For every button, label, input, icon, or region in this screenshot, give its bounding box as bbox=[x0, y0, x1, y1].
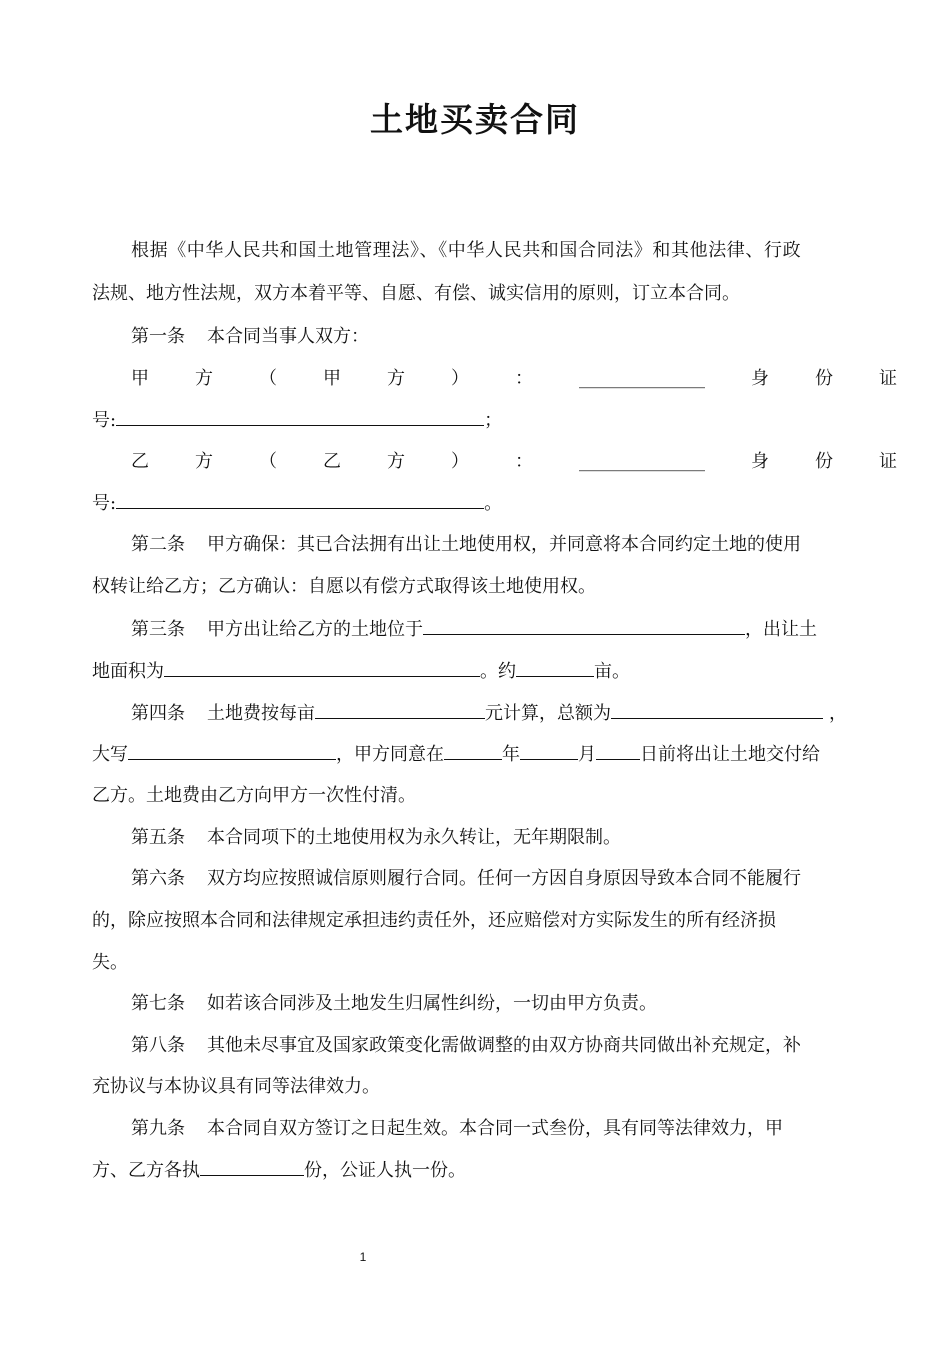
party-b-id-label: 号: bbox=[92, 493, 117, 514]
article-2-heading: 第二条 bbox=[131, 534, 185, 555]
article-2-text: 甲方确保：其已合法拥有出让土地使用权，并同意将本合同约定土地的使用 bbox=[207, 534, 801, 555]
party-a-char: 身 bbox=[751, 368, 769, 389]
article-9-text: 份，公证人执一份。 bbox=[304, 1160, 466, 1181]
article-4-text: 年 bbox=[502, 744, 520, 765]
party-a-name-blank: ______________ bbox=[579, 368, 705, 389]
article-3-line-1 bbox=[92, 616, 897, 643]
party-b-char: 乙 bbox=[323, 451, 341, 472]
party-b-char: 方 bbox=[195, 451, 213, 472]
article-6-line-1 bbox=[92, 866, 897, 892]
party-b-char: 乙 bbox=[131, 451, 149, 472]
article-1-text: 本合同当事人双方： bbox=[207, 326, 369, 347]
article-1 bbox=[92, 324, 897, 350]
article-2-line-1 bbox=[92, 532, 897, 558]
article-4-text: 土地费按每亩 bbox=[207, 703, 315, 724]
party-a-char: 甲 bbox=[131, 368, 149, 389]
article-2-line-2: 权转让给乙方；乙方确认：自愿以有偿方式取得该土地使用权。 bbox=[92, 576, 596, 597]
year-blank bbox=[444, 741, 502, 760]
party-a-char: ） bbox=[451, 368, 469, 389]
article-4-line-1 bbox=[92, 700, 897, 727]
copies-blank bbox=[200, 1157, 304, 1176]
article-6-text: 双方均应按照诚信原则履行合同。任何一方因自身原因导致本合同不能履行 bbox=[207, 868, 801, 889]
party-b-id-end: 。 bbox=[484, 493, 503, 514]
party-a-char: 甲 bbox=[323, 368, 341, 389]
article-7-text: 如若该合同涉及土地发生归属性纠纷，一切由甲方负责。 bbox=[207, 993, 657, 1014]
article-8-line-1 bbox=[92, 1033, 897, 1059]
party-b-char: 身 bbox=[751, 451, 769, 472]
party-b-char: （ bbox=[259, 451, 277, 472]
article-4-text: ，甲方同意在 bbox=[336, 744, 444, 765]
party-b-line bbox=[92, 449, 897, 475]
party-b-char: 方 bbox=[387, 451, 405, 472]
party-a-id-line bbox=[92, 407, 858, 434]
article-6-heading: 第六条 bbox=[131, 868, 185, 889]
article-5-heading: 第五条 bbox=[131, 827, 185, 848]
party-a-char: （ bbox=[259, 368, 277, 389]
party-b-name-blank: ______________ bbox=[579, 451, 705, 472]
day-blank bbox=[596, 741, 640, 760]
article-4-text: 元计算，总额为 bbox=[485, 703, 611, 724]
party-a-line bbox=[92, 366, 897, 392]
price-per-mu-blank bbox=[315, 700, 485, 719]
article-3-text: ，出让土 bbox=[745, 619, 817, 640]
article-8-text: 其他未尽事宜及国家政策变化需做调整的由双方协商共同做出补充规定，补 bbox=[207, 1035, 801, 1056]
article-4-text: 月 bbox=[578, 744, 596, 765]
amount-in-words-blank bbox=[128, 741, 336, 760]
article-9-text: 本合同自双方签订之日起生效。本合同一式叁份，具有同等法律效力，甲 bbox=[207, 1118, 783, 1139]
land-mu-blank bbox=[516, 658, 594, 677]
party-a-char: 证 bbox=[879, 368, 897, 389]
page-number: 1 bbox=[359, 1250, 367, 1264]
party-b-char: ： bbox=[515, 451, 533, 472]
article-8-heading: 第八条 bbox=[131, 1035, 185, 1056]
party-a-id-blank bbox=[116, 407, 484, 426]
preamble-line-1: 根据《中华人民共和国土地管理法》、《中华人民共和国合同法》和其他法律、行政 bbox=[131, 240, 802, 261]
document-title: 土地买卖合同 bbox=[370, 100, 580, 139]
article-4-heading: 第四条 bbox=[131, 703, 185, 724]
party-a-char: 份 bbox=[815, 368, 833, 389]
party-a-char: 方 bbox=[195, 368, 213, 389]
article-9-line-2 bbox=[92, 1157, 858, 1184]
land-location-blank bbox=[423, 616, 745, 635]
article-8-line-2: 充协议与本协议具有同等法律效力。 bbox=[92, 1076, 380, 1097]
article-4-line-2 bbox=[92, 741, 858, 768]
article-9-heading: 第九条 bbox=[131, 1118, 185, 1139]
party-a-id-label: 号: bbox=[92, 410, 117, 431]
article-3-text: 地面积为 bbox=[92, 661, 164, 682]
article-9-line-1 bbox=[92, 1116, 897, 1142]
party-b-id-line bbox=[92, 490, 858, 517]
party-b-char: 份 bbox=[815, 451, 833, 472]
article-6-line-2: 的，除应按照本合同和法律规定承担违约责任外，还应赔偿对方实际发生的所有经济损 bbox=[92, 910, 776, 931]
article-5-text: 本合同项下的土地使用权为永久转让，无年期限制。 bbox=[207, 827, 621, 848]
preamble-line-2: 法规、地方性法规，双方本着平等、自愿、有偿、诚实信用的原则，订立本合同。 bbox=[92, 283, 740, 304]
article-3-line-2 bbox=[92, 658, 858, 685]
article-4-text: ， bbox=[829, 703, 847, 724]
party-a-char: 方 bbox=[387, 368, 405, 389]
article-9-text: 方、乙方各执 bbox=[92, 1160, 200, 1181]
article-3-text: 亩。 bbox=[594, 661, 630, 682]
article-3-text: 甲方出让给乙方的土地位于 bbox=[207, 619, 423, 640]
article-1-heading: 第一条 bbox=[131, 326, 185, 347]
party-a-char: ： bbox=[515, 368, 533, 389]
land-area-blank bbox=[164, 658, 480, 677]
total-amount-blank bbox=[611, 700, 823, 719]
party-b-char: ） bbox=[451, 451, 469, 472]
article-7 bbox=[92, 991, 897, 1017]
article-7-heading: 第七条 bbox=[131, 993, 185, 1014]
article-4-line-3: 乙方。土地费由乙方向甲方一次性付清。 bbox=[92, 785, 416, 806]
party-a-id-end: ； bbox=[484, 410, 503, 431]
article-4-text: 大写 bbox=[92, 744, 128, 765]
article-3-heading: 第三条 bbox=[131, 619, 185, 640]
article-4-text: 日前将出让土地交付给 bbox=[640, 744, 820, 765]
month-blank bbox=[520, 741, 578, 760]
article-6-line-3: 失。 bbox=[92, 952, 128, 973]
article-5 bbox=[92, 825, 897, 851]
party-b-char: 证 bbox=[879, 451, 897, 472]
party-b-id-blank bbox=[116, 490, 484, 509]
article-3-text: 。约 bbox=[480, 661, 516, 682]
